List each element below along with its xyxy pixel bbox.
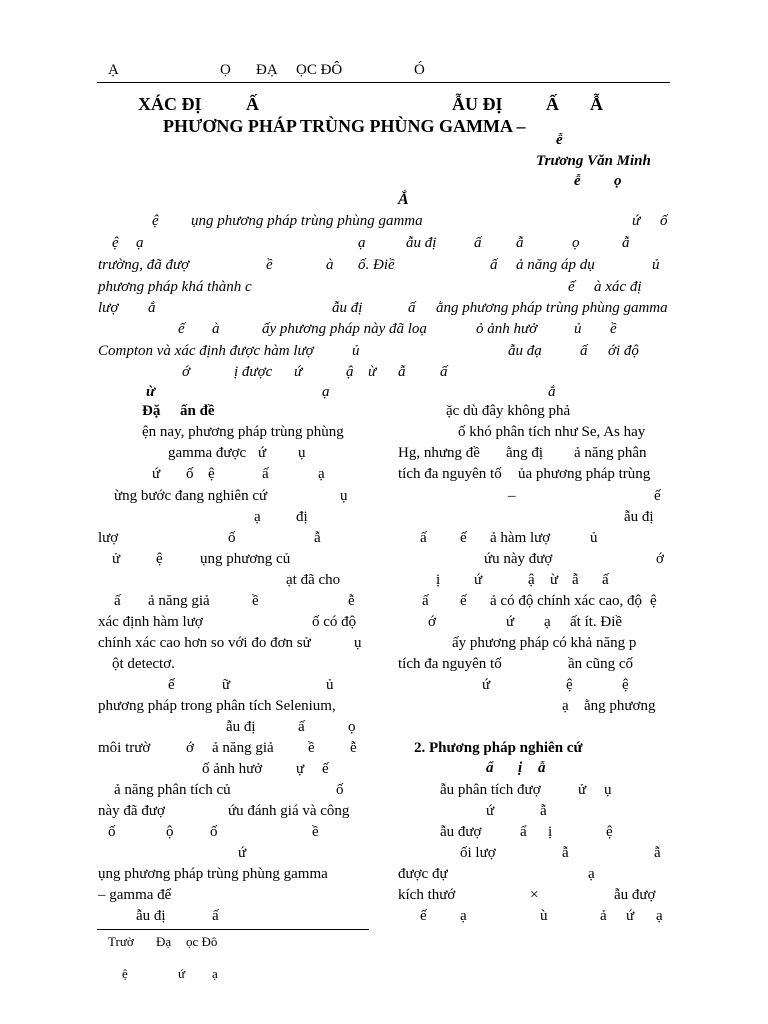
footnote-text: Trườ: [108, 934, 134, 949]
body-text: lượ: [98, 530, 119, 546]
body-text: ụng phương củ: [200, 551, 291, 567]
abstract-text: ẫ: [622, 235, 630, 251]
body-text: ấ: [422, 593, 429, 609]
body-text: ế: [654, 488, 661, 504]
body-text: chính xác cao hơn so với đo đơn sử: [98, 635, 311, 651]
body-text: ứ: [238, 845, 247, 861]
body-text: ớ: [656, 551, 664, 567]
body-text: ố: [186, 466, 194, 482]
body-text: ạ: [460, 908, 467, 924]
body-text: ủa phương pháp trùng: [518, 466, 651, 482]
abstract-text: à: [212, 321, 220, 337]
body-text: ứ: [626, 908, 635, 924]
body-text: ả năng phân: [574, 445, 647, 461]
body-text: ×: [530, 887, 539, 903]
body-text: ả năng phân tích củ: [114, 782, 231, 798]
abstract-text: ắ: [148, 300, 156, 316]
body-text: ố ảnh hưở: [202, 761, 263, 777]
body-text: ẫu đượ: [440, 824, 482, 840]
abstract-text: ọ: [572, 235, 580, 251]
abstract-text: ằng phương pháp trùng phùng gamma: [436, 300, 668, 316]
abstract-text: ấ: [580, 343, 588, 359]
body-text: ứ: [152, 466, 161, 482]
body-text: ụng phương pháp trùng phùng gamma: [98, 866, 328, 882]
body-text: ẫ: [572, 572, 579, 588]
body-text: ố: [228, 530, 236, 546]
abstract-text: ậ: [346, 364, 354, 380]
title-fragment: Ẫ: [590, 94, 603, 114]
body-text: ễ: [350, 740, 357, 756]
body-text: ộ: [166, 824, 174, 840]
body-text: –: [508, 488, 516, 504]
abstract-text: ị được: [234, 364, 273, 380]
body-text: ớ: [186, 740, 194, 756]
abstract-text: ứ: [294, 364, 303, 380]
body-text: ạ: [544, 614, 551, 630]
body-text: ụ: [604, 782, 612, 798]
body-text: ệ: [650, 593, 657, 609]
body-text: ị: [436, 572, 441, 588]
body-text: ề: [252, 593, 259, 609]
body-text: ằng phương: [584, 698, 656, 714]
abstract-text: ạ: [358, 235, 366, 251]
abstract-text: trường, đã đượ: [98, 257, 190, 273]
body-text: ấy phương pháp có khả năng p: [452, 635, 637, 651]
body-text: ứu này đượ: [484, 551, 553, 567]
body-text: ủ: [326, 677, 334, 693]
body-text: ẫu phân tích đượ: [440, 782, 541, 798]
body-text: ế: [460, 530, 467, 546]
abstract-text: ả năng áp dụ: [516, 257, 595, 273]
body-text: ế: [420, 908, 427, 924]
footnote-text: ệ: [122, 966, 128, 981]
body-text: này đã đượ: [98, 803, 165, 819]
section-heading: ấn đề: [180, 403, 215, 419]
abstract-text: ừ: [368, 364, 377, 380]
body-text: ả: [600, 908, 607, 924]
abstract-text: Compton và xác định được hàm lượ: [98, 343, 314, 359]
title-fragment: ẪU ĐỊ: [452, 94, 503, 114]
subsection-heading: ị: [518, 760, 523, 776]
body-text: ữ: [222, 677, 231, 693]
header-fragment: Ọ: [220, 62, 231, 78]
body-text: ối lượ: [460, 845, 496, 861]
body-text: ấ: [420, 530, 427, 546]
body-text: tích đa nguyên tố: [398, 656, 502, 672]
abstract-text: ấ: [474, 235, 482, 251]
abstract-text: ủ: [574, 321, 582, 337]
footnote-text: ọc Đô: [186, 934, 218, 949]
abstract-text: ế: [178, 321, 185, 337]
author-affiliation: ọ: [614, 173, 622, 189]
body-text: ố: [210, 824, 218, 840]
body-text: ề: [312, 824, 319, 840]
body-text: ạ: [318, 466, 325, 482]
body-text: ệ: [208, 466, 215, 482]
header-rule: [97, 82, 670, 83]
body-text: ặc dù đây không phả: [446, 403, 571, 419]
abstract-text: ẫu đị: [332, 300, 363, 316]
body-text: ả năng giả: [148, 593, 210, 609]
body-text: ù: [540, 908, 548, 924]
author-name: Trương Văn Minh: [536, 153, 651, 169]
abstract-text: ế: [568, 279, 575, 295]
body-text: ẩ: [520, 824, 527, 840]
abstract-text: ớ: [182, 364, 191, 380]
body-text: Hg, nhưng đề: [398, 445, 480, 461]
body-text: ẫu đị: [136, 908, 166, 924]
title-fragment: Ấ: [246, 94, 259, 114]
body-text: ừng bước đang nghiên cứ: [114, 488, 268, 504]
body-text: ạ: [656, 908, 663, 924]
header-fragment: Ó: [414, 62, 425, 78]
abstract-text: ủ: [352, 343, 360, 359]
body-text: đị: [296, 509, 308, 525]
subsection-heading: ẩ: [486, 760, 494, 776]
body-text: ẫ: [314, 530, 321, 546]
body-text: ẫu đượ: [614, 887, 656, 903]
body-text: ứ: [258, 445, 267, 461]
body-text: ện nay, phương pháp trùng phùng: [142, 424, 344, 440]
abstract-text: lượ: [98, 300, 119, 316]
abstract-text: ố: [660, 213, 668, 229]
abstract-text: ề: [610, 321, 617, 337]
abstract-text: ấ: [408, 300, 416, 316]
body-text: ọ: [348, 719, 356, 735]
abstract-text: ới độ: [608, 343, 639, 359]
body-text: ấ: [114, 593, 121, 609]
body-text: môi trườ: [98, 740, 151, 756]
section-heading: 2. Phương pháp nghiên cứ: [414, 740, 583, 756]
body-text: ằng đị: [506, 445, 544, 461]
title-fragment: ễ: [556, 132, 563, 148]
footnote-rule: [97, 929, 369, 930]
body-text: – gamma để: [98, 887, 172, 903]
body-text: ứ: [474, 572, 483, 588]
body-text: ẫ: [562, 845, 569, 861]
abstract-text: ỏ ảnh hưở: [476, 321, 538, 337]
abstract-text: ề: [266, 257, 273, 273]
body-text: ị: [548, 824, 553, 840]
author-affiliation: ễ: [574, 173, 581, 189]
body-text: ứ: [482, 677, 491, 693]
body-text: ứ: [486, 803, 495, 819]
abstract-text: ệ: [112, 235, 119, 251]
body-text: ấ: [298, 719, 305, 735]
keywords-label: ừ: [146, 384, 155, 400]
body-text: ề: [308, 740, 315, 756]
body-text: ừ: [550, 572, 559, 588]
body-text: ố có độ: [312, 614, 357, 630]
abstract-text: ẫ: [516, 235, 524, 251]
body-text: ố: [108, 824, 116, 840]
abstract-text: ẫu đị: [406, 235, 437, 251]
header-fragment: Ạ: [108, 62, 119, 78]
body-text: ụ: [298, 445, 306, 461]
header-fragment: ĐẠ: [256, 62, 278, 78]
title-fragment: XÁC ĐỊ: [138, 94, 202, 114]
body-text: được đự: [398, 866, 448, 882]
header-fragment: ỌC ĐÔ: [296, 62, 343, 78]
section-heading: Đặ: [142, 403, 161, 419]
body-text: ứ: [506, 614, 515, 630]
abstract-text: ệ: [152, 213, 159, 229]
body-text: ệ: [566, 677, 573, 693]
body-text: ủ: [590, 530, 598, 546]
keyword-text: ắ: [548, 384, 556, 400]
abstract-text: ấ: [490, 257, 498, 273]
body-text: ứu đánh giá và công: [228, 803, 350, 819]
title-fragment: Ấ: [546, 94, 559, 114]
body-text: ấ: [212, 908, 219, 924]
abstract-text: ẫu đạ: [508, 343, 542, 359]
body-text: ẫ: [654, 845, 661, 861]
footnote-text: ứ: [178, 966, 186, 981]
body-text: ần cũng cố: [568, 656, 633, 672]
abstract-text: ấ: [440, 364, 448, 380]
footnote-text: Đạ: [156, 934, 172, 949]
body-text: ụ: [354, 635, 362, 651]
body-text: gamma được: [168, 445, 247, 461]
abstract-text: ố. Điề: [358, 257, 395, 273]
body-text: ễ: [348, 593, 355, 609]
body-text: ệ: [156, 551, 163, 567]
abstract-text: à xác đị: [594, 279, 642, 295]
body-text: ệ: [622, 677, 629, 693]
abstract-text: ứ: [632, 213, 641, 229]
body-text: ấ: [602, 572, 609, 588]
keyword-text: ạ: [322, 384, 330, 400]
body-text: ạ: [588, 866, 595, 882]
body-text: ột detectơ.: [112, 656, 175, 672]
body-text: tích đa nguyên tố: [398, 466, 502, 482]
abstract-text: phương pháp khá thành c: [98, 279, 252, 295]
abstract-text: ụng phương pháp trùng phùng gamma: [191, 213, 423, 229]
body-text: xác định hàm lượ: [98, 614, 203, 630]
abstract-text: à: [326, 257, 334, 273]
abstract-text: ủ: [652, 257, 660, 273]
body-text: ệ: [606, 824, 613, 840]
body-text: ẫu đị: [624, 509, 654, 525]
body-text: ố khó phân tích như Se, As hay: [458, 424, 646, 440]
abstract-text: ấy phương pháp này đã loạ: [262, 321, 427, 337]
body-text: ẫ: [540, 803, 547, 819]
abstract-text: ạ: [136, 235, 144, 251]
abstract-text: ẫ: [398, 364, 406, 380]
subsection-heading: ẫ: [538, 760, 546, 776]
body-text: ố: [336, 782, 344, 798]
abstract-heading: Ắ: [398, 191, 409, 208]
body-text: ụ: [340, 488, 348, 504]
body-text: ậ: [528, 572, 535, 588]
body-text: ế: [460, 593, 467, 609]
body-text: ạ: [562, 698, 569, 714]
body-text: ạ: [254, 509, 261, 525]
body-text: ế: [322, 761, 329, 777]
body-text: ử: [578, 782, 587, 798]
body-text: ả năng giả: [212, 740, 274, 756]
body-text: ất ít. Điề: [570, 614, 623, 630]
body-text: kích thướ: [398, 887, 456, 903]
footnote-text: ạ: [212, 966, 218, 981]
body-text: ử: [112, 551, 121, 567]
title-line-2: PHƯƠNG PHÁP TRÙNG PHÙNG GAMMA –: [163, 116, 526, 136]
body-text: ớ: [428, 614, 436, 630]
body-text: ạt đã cho: [286, 572, 341, 588]
body-text: ả hàm lượ: [490, 530, 551, 546]
body-text: ả có độ chính xác cao, độ: [490, 593, 643, 609]
body-text: ẫu đị: [226, 719, 256, 735]
body-text: ấ: [262, 466, 269, 482]
body-text: phương pháp trong phân tích Selenium,: [98, 698, 336, 714]
body-text: ế: [168, 677, 175, 693]
body-text: ự: [296, 761, 305, 777]
